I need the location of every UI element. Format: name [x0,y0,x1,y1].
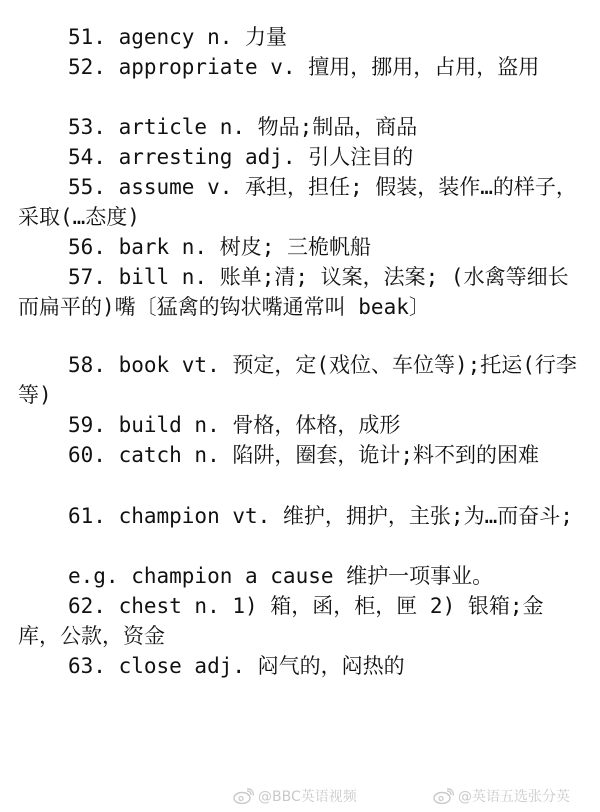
weibo-logo-icon [432,788,454,804]
entry-57: 57. bill n. 账单;清; 议案，法案; (水禽等细长而扁平的)嘴〔猛禽的钩状嘴通常叫 beak〕 [18,265,569,319]
entry-53: 53. article n. 物品;制品，商品 [68,115,418,139]
weibo-logo-icon [232,788,254,804]
entry-63: 63. close adj. 闷气的，闷热的 [68,654,405,678]
entry-61: 61. champion vt. 维护，拥护，主张;为…而奋斗; [68,504,573,528]
entry-59: 59. build n. 骨格，体格，成形 [68,413,401,437]
entry-55: 55. assume v. 承担，担任; 假装，装作…的样子，采取(…态度) [18,175,577,229]
entry-51: 51. agency n. 力量 [68,25,288,49]
entry-58: 58. book vt. 预定，定(戏位、车位等);托运(行李等) [18,353,577,407]
watermark-right-text: @英语五选张分英 [458,789,570,805]
watermark-left [232,786,357,806]
entry-62: 62. chest n. 1) 箱，函，柜，匣 2) 银箱;金库，公款，资金 [18,594,544,648]
watermark-right [432,786,570,806]
watermark-left-text: @BBC英语视频 [258,789,357,805]
entry-61-example: e.g. champion a cause 维护一项事业。 [68,564,494,588]
entry-54: 54. arresting adj. 引人注目的 [68,145,414,169]
entry-52: 52. appropriate v. 擅用，挪用，占用，盗用 [68,55,540,79]
entry-56: 56. bark n. 树皮; 三桅帆船 [68,235,372,259]
entry-60: 60. catch n. 陷阱，圈套，诡计;料不到的困难 [68,443,540,467]
